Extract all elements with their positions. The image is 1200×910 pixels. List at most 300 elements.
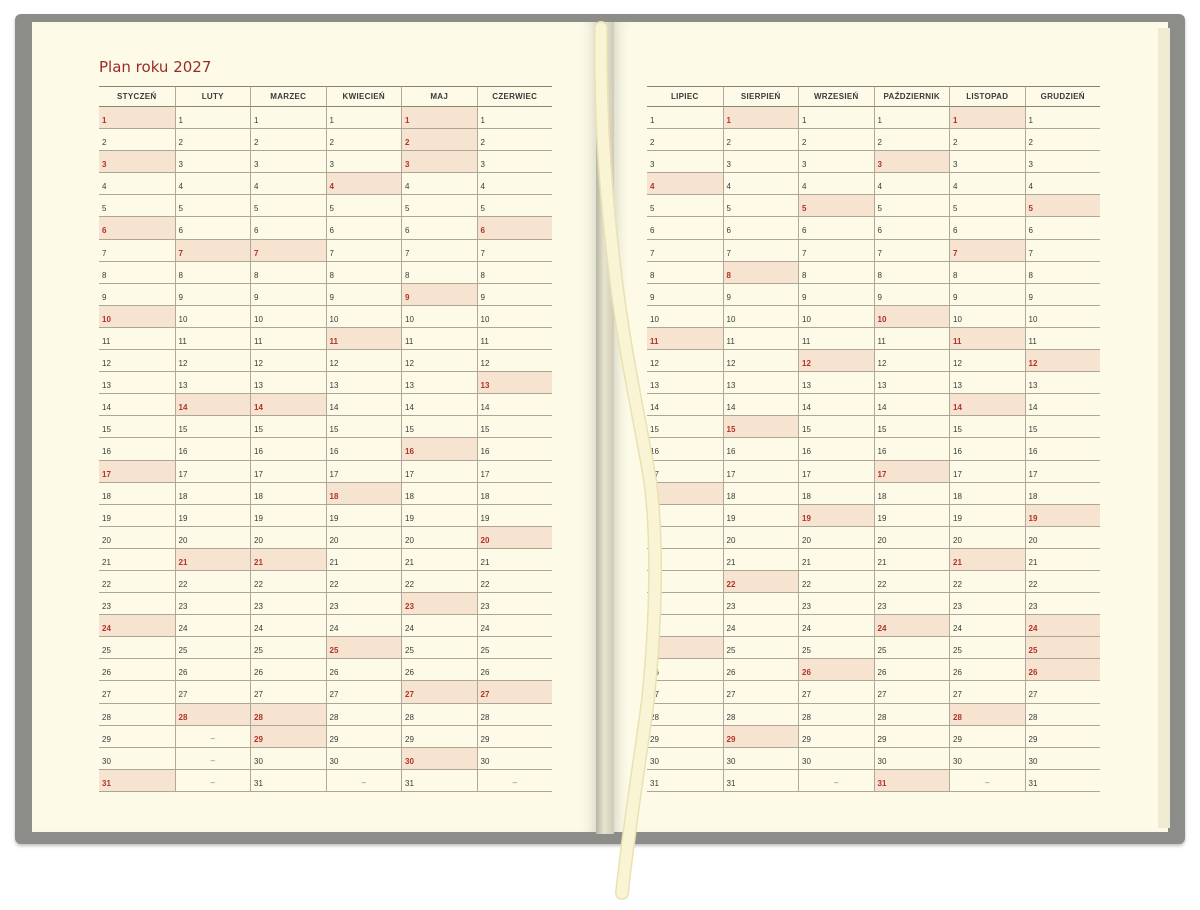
- day-cell: 27: [723, 681, 799, 703]
- holiday-day-cell: 10: [99, 306, 175, 328]
- day-cell: 27: [647, 681, 723, 703]
- day-cell: 23: [647, 593, 723, 615]
- holiday-day-cell: 28: [250, 704, 326, 726]
- day-cell: 30: [949, 748, 1025, 770]
- day-cell: 2: [874, 129, 950, 151]
- day-cell: 11: [798, 328, 874, 350]
- day-cell: 28: [99, 704, 175, 726]
- day-cell: 26: [477, 659, 553, 681]
- empty-day-cell: –: [175, 726, 251, 748]
- day-cell: 9: [723, 284, 799, 306]
- day-cell: 16: [723, 438, 799, 460]
- day-cell: 22: [401, 571, 477, 593]
- holiday-day-cell: 11: [326, 328, 402, 350]
- day-cell: 2: [723, 129, 799, 151]
- day-cell: 18: [798, 483, 874, 505]
- day-cell: 27: [175, 681, 251, 703]
- day-cell: 28: [647, 704, 723, 726]
- holiday-day-cell: 5: [798, 195, 874, 217]
- day-cell: 17: [798, 461, 874, 483]
- holiday-day-cell: 11: [949, 328, 1025, 350]
- day-cell: 11: [401, 328, 477, 350]
- day-cell: 30: [477, 748, 553, 770]
- holiday-day-cell: 8: [723, 262, 799, 284]
- holiday-day-cell: 3: [99, 151, 175, 173]
- day-cell: 26: [647, 659, 723, 681]
- holiday-day-cell: 31: [99, 770, 175, 792]
- day-cell: 24: [250, 615, 326, 637]
- holiday-day-cell: 3: [401, 151, 477, 173]
- day-cell: 24: [723, 615, 799, 637]
- month-header: LISTOPAD: [949, 86, 1025, 107]
- day-cell: 22: [949, 571, 1025, 593]
- day-cell: 30: [326, 748, 402, 770]
- empty-day-cell: –: [175, 748, 251, 770]
- holiday-day-cell: 9: [401, 284, 477, 306]
- day-cell: 16: [798, 438, 874, 460]
- day-cell: 30: [723, 748, 799, 770]
- empty-day-cell: –: [798, 770, 874, 792]
- day-cell: 31: [250, 770, 326, 792]
- day-cell: 15: [798, 416, 874, 438]
- holiday-day-cell: 26: [1025, 659, 1101, 681]
- page-title: Plan roku 2027: [99, 58, 212, 76]
- book-gutter: [596, 22, 614, 834]
- day-cell: 24: [647, 615, 723, 637]
- day-cell: 26: [326, 659, 402, 681]
- day-cell: 13: [949, 372, 1025, 394]
- day-cell: 20: [1025, 527, 1101, 549]
- day-cell: 5: [949, 195, 1025, 217]
- day-cell: 27: [99, 681, 175, 703]
- day-cell: 3: [723, 151, 799, 173]
- day-cell: 12: [250, 350, 326, 372]
- day-cell: 6: [175, 217, 251, 239]
- day-cell: 27: [798, 681, 874, 703]
- page-edge: [1158, 28, 1170, 828]
- day-cell: 17: [477, 461, 553, 483]
- day-cell: 11: [477, 328, 553, 350]
- day-cell: 30: [647, 748, 723, 770]
- day-cell: 10: [326, 306, 402, 328]
- day-cell: 26: [723, 659, 799, 681]
- day-cell: 21: [1025, 549, 1101, 571]
- holiday-day-cell: 26: [798, 659, 874, 681]
- holiday-day-cell: 11: [647, 328, 723, 350]
- day-cell: 12: [874, 350, 950, 372]
- day-cell: 22: [326, 571, 402, 593]
- day-cell: 12: [401, 350, 477, 372]
- day-cell: 28: [477, 704, 553, 726]
- day-cell: 30: [798, 748, 874, 770]
- holiday-day-cell: 14: [250, 394, 326, 416]
- day-cell: 11: [1025, 328, 1101, 350]
- holiday-day-cell: 1: [949, 107, 1025, 129]
- day-cell: 25: [99, 637, 175, 659]
- day-cell: 17: [326, 461, 402, 483]
- day-cell: 19: [949, 505, 1025, 527]
- day-cell: 10: [401, 306, 477, 328]
- day-cell: 22: [1025, 571, 1101, 593]
- holiday-day-cell: 30: [401, 748, 477, 770]
- day-cell: 6: [949, 217, 1025, 239]
- holiday-day-cell: 6: [99, 217, 175, 239]
- day-cell: 15: [326, 416, 402, 438]
- day-cell: 24: [949, 615, 1025, 637]
- day-cell: 15: [1025, 416, 1101, 438]
- day-cell: 22: [647, 571, 723, 593]
- day-cell: 14: [647, 394, 723, 416]
- day-cell: 31: [1025, 770, 1101, 792]
- day-cell: 13: [99, 372, 175, 394]
- day-cell: 20: [874, 527, 950, 549]
- day-cell: 23: [250, 593, 326, 615]
- day-cell: 16: [1025, 438, 1101, 460]
- day-cell: 17: [175, 461, 251, 483]
- month-header: LUTY: [175, 86, 251, 107]
- day-cell: 8: [401, 262, 477, 284]
- day-cell: 28: [401, 704, 477, 726]
- holiday-day-cell: 4: [647, 173, 723, 195]
- holiday-day-cell: 21: [250, 549, 326, 571]
- holiday-day-cell: 20: [477, 527, 553, 549]
- day-cell: 10: [798, 306, 874, 328]
- day-cell: 6: [1025, 217, 1101, 239]
- day-cell: 21: [401, 549, 477, 571]
- day-cell: 1: [647, 107, 723, 129]
- day-cell: 2: [99, 129, 175, 151]
- day-cell: 7: [1025, 240, 1101, 262]
- day-cell: 19: [326, 505, 402, 527]
- day-cell: 30: [1025, 748, 1101, 770]
- day-cell: 3: [949, 151, 1025, 173]
- day-cell: 18: [874, 483, 950, 505]
- day-cell: 4: [874, 173, 950, 195]
- day-cell: 26: [949, 659, 1025, 681]
- day-cell: 25: [175, 637, 251, 659]
- day-cell: 29: [99, 726, 175, 748]
- day-cell: 15: [175, 416, 251, 438]
- day-cell: 13: [874, 372, 950, 394]
- day-cell: 27: [326, 681, 402, 703]
- day-cell: 5: [250, 195, 326, 217]
- empty-day-cell: –: [477, 770, 553, 792]
- day-cell: 19: [647, 505, 723, 527]
- holiday-day-cell: 23: [401, 593, 477, 615]
- month-header: STYCZEŃ: [99, 86, 175, 107]
- day-cell: 28: [326, 704, 402, 726]
- holiday-day-cell: 1: [401, 107, 477, 129]
- day-cell: 20: [326, 527, 402, 549]
- holiday-day-cell: 16: [401, 438, 477, 460]
- holiday-day-cell: 18: [647, 483, 723, 505]
- day-cell: 12: [949, 350, 1025, 372]
- day-cell: 21: [723, 549, 799, 571]
- day-cell: 17: [723, 461, 799, 483]
- day-cell: 4: [175, 173, 251, 195]
- day-cell: 6: [874, 217, 950, 239]
- holiday-day-cell: 1: [99, 107, 175, 129]
- day-cell: 12: [723, 350, 799, 372]
- day-cell: 17: [401, 461, 477, 483]
- holiday-day-cell: 7: [949, 240, 1025, 262]
- month-header: SIERPIEŃ: [723, 86, 799, 107]
- day-cell: 7: [99, 240, 175, 262]
- day-cell: 16: [250, 438, 326, 460]
- day-cell: 21: [99, 549, 175, 571]
- holiday-day-cell: 13: [477, 372, 553, 394]
- day-cell: 16: [477, 438, 553, 460]
- holiday-day-cell: 12: [798, 350, 874, 372]
- day-cell: 20: [949, 527, 1025, 549]
- day-cell: 2: [175, 129, 251, 151]
- day-cell: 5: [874, 195, 950, 217]
- month-header: MARZEC: [250, 86, 326, 107]
- day-cell: 22: [477, 571, 553, 593]
- day-cell: 27: [250, 681, 326, 703]
- day-cell: 2: [326, 129, 402, 151]
- day-cell: 23: [1025, 593, 1101, 615]
- day-cell: 1: [798, 107, 874, 129]
- day-cell: 27: [949, 681, 1025, 703]
- day-cell: 29: [401, 726, 477, 748]
- day-cell: 16: [647, 438, 723, 460]
- holiday-day-cell: 21: [949, 549, 1025, 571]
- empty-day-cell: –: [949, 770, 1025, 792]
- day-cell: 19: [723, 505, 799, 527]
- day-cell: 24: [175, 615, 251, 637]
- day-cell: 24: [326, 615, 402, 637]
- day-cell: 6: [723, 217, 799, 239]
- holiday-day-cell: 22: [723, 571, 799, 593]
- day-cell: 8: [477, 262, 553, 284]
- day-cell: 18: [1025, 483, 1101, 505]
- day-cell: 14: [401, 394, 477, 416]
- holiday-day-cell: 29: [250, 726, 326, 748]
- holiday-day-cell: 2: [401, 129, 477, 151]
- day-cell: 9: [250, 284, 326, 306]
- day-cell: 21: [477, 549, 553, 571]
- holiday-day-cell: 27: [477, 681, 553, 703]
- day-cell: 7: [477, 240, 553, 262]
- day-cell: 29: [1025, 726, 1101, 748]
- day-cell: 30: [250, 748, 326, 770]
- month-header: KWIECIEŃ: [326, 86, 402, 107]
- day-cell: 26: [99, 659, 175, 681]
- day-cell: 2: [798, 129, 874, 151]
- day-cell: 21: [326, 549, 402, 571]
- day-cell: 22: [874, 571, 950, 593]
- day-cell: 7: [874, 240, 950, 262]
- day-cell: 9: [949, 284, 1025, 306]
- month-header: LIPIEC: [647, 86, 723, 107]
- day-cell: 8: [949, 262, 1025, 284]
- day-cell: 14: [326, 394, 402, 416]
- day-cell: 4: [250, 173, 326, 195]
- day-cell: 26: [250, 659, 326, 681]
- day-cell: 2: [250, 129, 326, 151]
- day-cell: 7: [798, 240, 874, 262]
- day-cell: 4: [723, 173, 799, 195]
- day-cell: 31: [723, 770, 799, 792]
- month-header: MAJ: [401, 86, 477, 107]
- day-cell: 31: [401, 770, 477, 792]
- day-cell: 8: [250, 262, 326, 284]
- day-cell: 8: [874, 262, 950, 284]
- day-cell: 29: [949, 726, 1025, 748]
- day-cell: 24: [798, 615, 874, 637]
- day-cell: 8: [798, 262, 874, 284]
- day-cell: 3: [647, 151, 723, 173]
- month-header: PAŹDZIERNIK: [874, 86, 950, 107]
- holiday-day-cell: 31: [874, 770, 950, 792]
- day-cell: 10: [949, 306, 1025, 328]
- day-cell: 20: [723, 527, 799, 549]
- day-cell: 3: [1025, 151, 1101, 173]
- day-cell: 25: [250, 637, 326, 659]
- day-cell: 11: [250, 328, 326, 350]
- day-cell: 4: [99, 173, 175, 195]
- day-cell: 25: [401, 637, 477, 659]
- holiday-day-cell: 17: [874, 461, 950, 483]
- day-cell: 20: [647, 527, 723, 549]
- day-cell: 13: [326, 372, 402, 394]
- holiday-day-cell: 10: [874, 306, 950, 328]
- day-cell: 5: [723, 195, 799, 217]
- day-cell: 20: [175, 527, 251, 549]
- day-cell: 21: [874, 549, 950, 571]
- day-cell: 14: [477, 394, 553, 416]
- day-cell: 19: [477, 505, 553, 527]
- day-cell: 16: [175, 438, 251, 460]
- day-cell: 9: [326, 284, 402, 306]
- holiday-day-cell: 25: [1025, 637, 1101, 659]
- holiday-day-cell: 7: [250, 240, 326, 262]
- day-cell: 22: [798, 571, 874, 593]
- day-cell: 13: [1025, 372, 1101, 394]
- day-cell: 5: [477, 195, 553, 217]
- day-cell: 11: [99, 328, 175, 350]
- day-cell: 3: [326, 151, 402, 173]
- day-cell: 14: [1025, 394, 1101, 416]
- day-cell: 1: [175, 107, 251, 129]
- day-cell: 18: [949, 483, 1025, 505]
- holiday-day-cell: 28: [175, 704, 251, 726]
- day-cell: 9: [1025, 284, 1101, 306]
- day-cell: 17: [647, 461, 723, 483]
- holiday-day-cell: 4: [326, 173, 402, 195]
- holiday-day-cell: 21: [175, 549, 251, 571]
- day-cell: 19: [401, 505, 477, 527]
- day-cell: 19: [250, 505, 326, 527]
- day-cell: 8: [647, 262, 723, 284]
- holiday-day-cell: 18: [326, 483, 402, 505]
- day-cell: 28: [798, 704, 874, 726]
- day-cell: 18: [723, 483, 799, 505]
- holiday-day-cell: 14: [949, 394, 1025, 416]
- calendar-grid-jul-dec: [647, 86, 1100, 792]
- day-cell: 25: [949, 637, 1025, 659]
- day-cell: 3: [250, 151, 326, 173]
- empty-day-cell: –: [175, 770, 251, 792]
- day-cell: 12: [326, 350, 402, 372]
- day-cell: 10: [723, 306, 799, 328]
- day-cell: 15: [949, 416, 1025, 438]
- day-cell: 2: [477, 129, 553, 151]
- holiday-day-cell: 24: [99, 615, 175, 637]
- day-cell: 23: [99, 593, 175, 615]
- day-cell: 17: [250, 461, 326, 483]
- day-cell: 16: [99, 438, 175, 460]
- day-cell: 19: [175, 505, 251, 527]
- day-cell: 8: [326, 262, 402, 284]
- day-cell: 23: [326, 593, 402, 615]
- day-cell: 19: [874, 505, 950, 527]
- day-cell: 15: [647, 416, 723, 438]
- day-cell: 6: [401, 217, 477, 239]
- month-header: WRZESIEŃ: [798, 86, 874, 107]
- day-cell: 10: [1025, 306, 1101, 328]
- day-cell: 2: [1025, 129, 1101, 151]
- day-cell: 25: [874, 637, 950, 659]
- holiday-day-cell: 3: [874, 151, 950, 173]
- day-cell: 10: [477, 306, 553, 328]
- holiday-day-cell: 7: [175, 240, 251, 262]
- day-cell: 25: [723, 637, 799, 659]
- day-cell: 10: [250, 306, 326, 328]
- day-cell: 18: [477, 483, 553, 505]
- day-cell: 12: [99, 350, 175, 372]
- holiday-day-cell: 1: [723, 107, 799, 129]
- day-cell: 21: [798, 549, 874, 571]
- day-cell: 15: [250, 416, 326, 438]
- day-cell: 22: [99, 571, 175, 593]
- empty-day-cell: –: [326, 770, 402, 792]
- day-cell: 12: [477, 350, 553, 372]
- day-cell: 8: [175, 262, 251, 284]
- day-cell: 9: [874, 284, 950, 306]
- day-cell: 29: [874, 726, 950, 748]
- day-cell: 28: [723, 704, 799, 726]
- holiday-day-cell: 12: [1025, 350, 1101, 372]
- day-cell: 22: [250, 571, 326, 593]
- holiday-day-cell: 5: [1025, 195, 1101, 217]
- day-cell: 4: [477, 173, 553, 195]
- day-cell: 28: [1025, 704, 1101, 726]
- day-cell: 19: [99, 505, 175, 527]
- day-cell: 20: [250, 527, 326, 549]
- day-cell: 14: [798, 394, 874, 416]
- holiday-day-cell: 15: [723, 416, 799, 438]
- day-cell: 4: [1025, 173, 1101, 195]
- day-cell: 7: [723, 240, 799, 262]
- month-header: GRUDZIEŃ: [1025, 86, 1101, 107]
- day-cell: 26: [401, 659, 477, 681]
- day-cell: 1: [1025, 107, 1101, 129]
- day-cell: 3: [798, 151, 874, 173]
- day-cell: 5: [175, 195, 251, 217]
- day-cell: 22: [175, 571, 251, 593]
- holiday-day-cell: 25: [647, 637, 723, 659]
- day-cell: 10: [647, 306, 723, 328]
- day-cell: 8: [1025, 262, 1101, 284]
- day-cell: 5: [401, 195, 477, 217]
- day-cell: 6: [250, 217, 326, 239]
- day-cell: 1: [477, 107, 553, 129]
- day-cell: 6: [647, 217, 723, 239]
- day-cell: 17: [1025, 461, 1101, 483]
- calendar-grid-jan-jun: [99, 86, 552, 792]
